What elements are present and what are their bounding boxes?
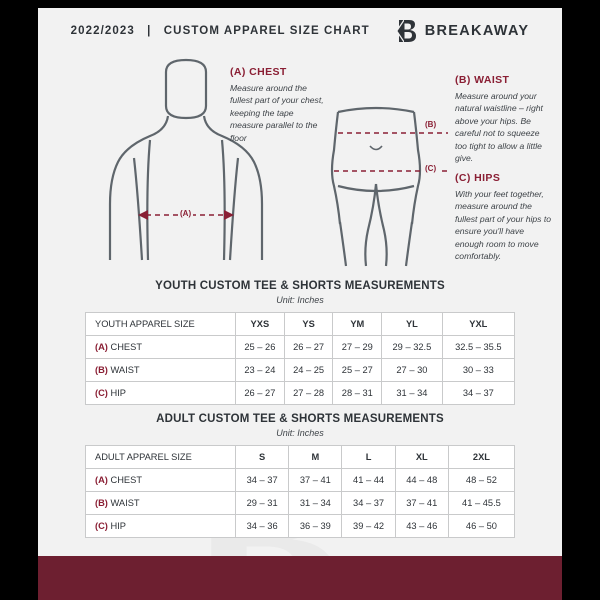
- callout-waist-text: Measure around your natural waistline – right above your hips. Be careful not to squeeze too tight to allow a little give.: [455, 91, 543, 164]
- brand-lockup: [396, 19, 530, 43]
- adult-col-0: S: [236, 446, 289, 469]
- table-header-row: [86, 446, 515, 469]
- adult-r2-c4: 46 – 50: [448, 515, 514, 538]
- adult-r0-c4: 48 – 52: [448, 469, 514, 492]
- navel-mark: [370, 146, 382, 150]
- footer-bar: [38, 556, 562, 600]
- header-separator: |: [147, 25, 152, 37]
- adult-col-1: M: [289, 446, 342, 469]
- youth-r2-c4: 34 – 37: [442, 382, 514, 405]
- header-title-group: [71, 25, 370, 37]
- callout-chest-text: Measure around the fullest part of your chest, keeping the tape measure parallel to the floor: [230, 83, 324, 143]
- adult-row-0-label: [86, 469, 236, 492]
- youth-row-0-label: [86, 336, 236, 359]
- callout-waist-title: [455, 74, 551, 86]
- adult-col-3: XL: [395, 446, 448, 469]
- callout-hips: [455, 172, 551, 263]
- youth-r0-c0: 25 – 26: [236, 336, 285, 359]
- youth-r0-c1: 26 – 27: [284, 336, 333, 359]
- youth-r2-c0: 26 – 27: [236, 382, 285, 405]
- youth-title: YOUTH CUSTOM TEE & SHORTS MEASUREMENTS: [155, 280, 445, 292]
- youth-r1-c3: 27 – 30: [382, 359, 443, 382]
- youth-r2-c2: 28 – 31: [333, 382, 382, 405]
- adult-row-0-name: CHEST: [110, 475, 143, 485]
- adult-row-0-letter: (A): [95, 475, 108, 485]
- youth-r1-c4: 30 – 33: [442, 359, 514, 382]
- adult-r0-c3: 44 – 48: [395, 469, 448, 492]
- adult-r1-c0: 29 – 31: [236, 492, 289, 515]
- youth-row-0-name: CHEST: [110, 342, 143, 352]
- youth-col-0: YXS: [236, 313, 285, 336]
- adult-row-2-name: HIP: [110, 521, 126, 531]
- youth-row-2-label: [86, 382, 236, 405]
- callout-hips-letter: (C): [455, 172, 471, 184]
- table-header-row: [86, 313, 515, 336]
- adult-r1-c4: 41 – 45.5: [448, 492, 514, 515]
- adult-r0-c1: 37 – 41: [289, 469, 342, 492]
- lower-body-figure: [332, 108, 420, 266]
- youth-col-4: YXL: [442, 313, 514, 336]
- youth-unit: Unit: Inches: [276, 295, 324, 305]
- table-row: [86, 336, 515, 359]
- adult-row-1-letter: (B): [95, 498, 108, 508]
- size-chart-page: [38, 8, 562, 592]
- callout-hips-name: HIPS: [474, 172, 501, 184]
- callout-waist: [455, 74, 551, 165]
- youth-row-0-letter: (A): [95, 342, 108, 352]
- youth-r0-c2: 27 – 29: [333, 336, 382, 359]
- youth-row-1-letter: (B): [95, 365, 108, 375]
- youth-r2-c3: 31 – 34: [382, 382, 443, 405]
- youth-r2-c1: 27 – 28: [284, 382, 333, 405]
- youth-row-header: YOUTH APPAREL SIZE: [86, 313, 236, 336]
- adult-r0-c2: 41 – 44: [342, 469, 395, 492]
- adult-r1-c2: 34 – 37: [342, 492, 395, 515]
- youth-col-1: YS: [284, 313, 333, 336]
- adult-row-1-name: WAIST: [110, 498, 140, 508]
- waist-tag: (B): [425, 120, 437, 129]
- adult-unit: Unit: Inches: [276, 428, 324, 438]
- hips-tag: (C): [425, 164, 437, 173]
- youth-r0-c4: 32.5 – 35.5: [442, 336, 514, 359]
- youth-size-table: [85, 312, 515, 405]
- measurement-diagram: [38, 54, 562, 276]
- adult-r2-c3: 43 – 46: [395, 515, 448, 538]
- youth-row-2-letter: (C): [95, 388, 108, 398]
- chest-tag: (A): [180, 209, 192, 218]
- adult-title: ADULT CUSTOM TEE & SHORTS MEASUREMENTS: [156, 413, 444, 425]
- adult-r0-c0: 34 – 37: [236, 469, 289, 492]
- youth-r1-c2: 25 – 27: [333, 359, 382, 382]
- youth-r0-c3: 29 – 32.5: [382, 336, 443, 359]
- callout-chest: [230, 66, 326, 144]
- youth-r1-c0: 23 – 24: [236, 359, 285, 382]
- adult-size-table: [85, 445, 515, 538]
- table-row: [86, 492, 515, 515]
- callout-chest-letter: (A): [230, 66, 246, 78]
- adult-r2-c0: 34 – 36: [236, 515, 289, 538]
- callout-waist-name: WAIST: [474, 74, 510, 86]
- adult-col-4: 2XL: [448, 446, 514, 469]
- youth-section: [38, 280, 562, 405]
- table-row: [86, 382, 515, 405]
- header-season: 2022/2023: [70, 25, 135, 37]
- table-row: [86, 515, 515, 538]
- adult-r1-c3: 37 – 41: [395, 492, 448, 515]
- header-title: CUSTOM APPAREL SIZE CHART: [163, 25, 370, 37]
- youth-col-3: YL: [382, 313, 443, 336]
- youth-row-2-name: HIP: [110, 388, 126, 398]
- adult-row-header: ADULT APPAREL SIZE: [86, 446, 236, 469]
- adult-r1-c1: 31 – 34: [289, 492, 342, 515]
- adult-r2-c2: 39 – 42: [342, 515, 395, 538]
- youth-row-1-name: WAIST: [110, 365, 140, 375]
- adult-row-1-label: [86, 492, 236, 515]
- table-row: [86, 469, 515, 492]
- callout-chest-name: CHEST: [249, 66, 287, 78]
- callout-hips-title: [455, 172, 551, 184]
- adult-section: [38, 413, 562, 538]
- table-row: [86, 359, 515, 382]
- page-header: [38, 8, 562, 54]
- youth-col-2: YM: [333, 313, 382, 336]
- callout-hips-text: With your feet together, measure around the fullest part of your hips to ensure you'll have enough room to move comfortably.: [455, 189, 552, 262]
- callout-waist-letter: (B): [455, 74, 471, 86]
- youth-r1-c1: 24 – 25: [284, 359, 333, 382]
- callout-chest-title: [230, 66, 326, 78]
- youth-row-1-label: [86, 359, 236, 382]
- brand-name: BREAKAWAY: [424, 23, 530, 39]
- breakaway-b-logo-icon: [396, 19, 418, 43]
- adult-row-2-letter: (C): [95, 521, 108, 531]
- adult-r2-c1: 36 – 39: [289, 515, 342, 538]
- adult-col-2: L: [342, 446, 395, 469]
- adult-row-2-label: [86, 515, 236, 538]
